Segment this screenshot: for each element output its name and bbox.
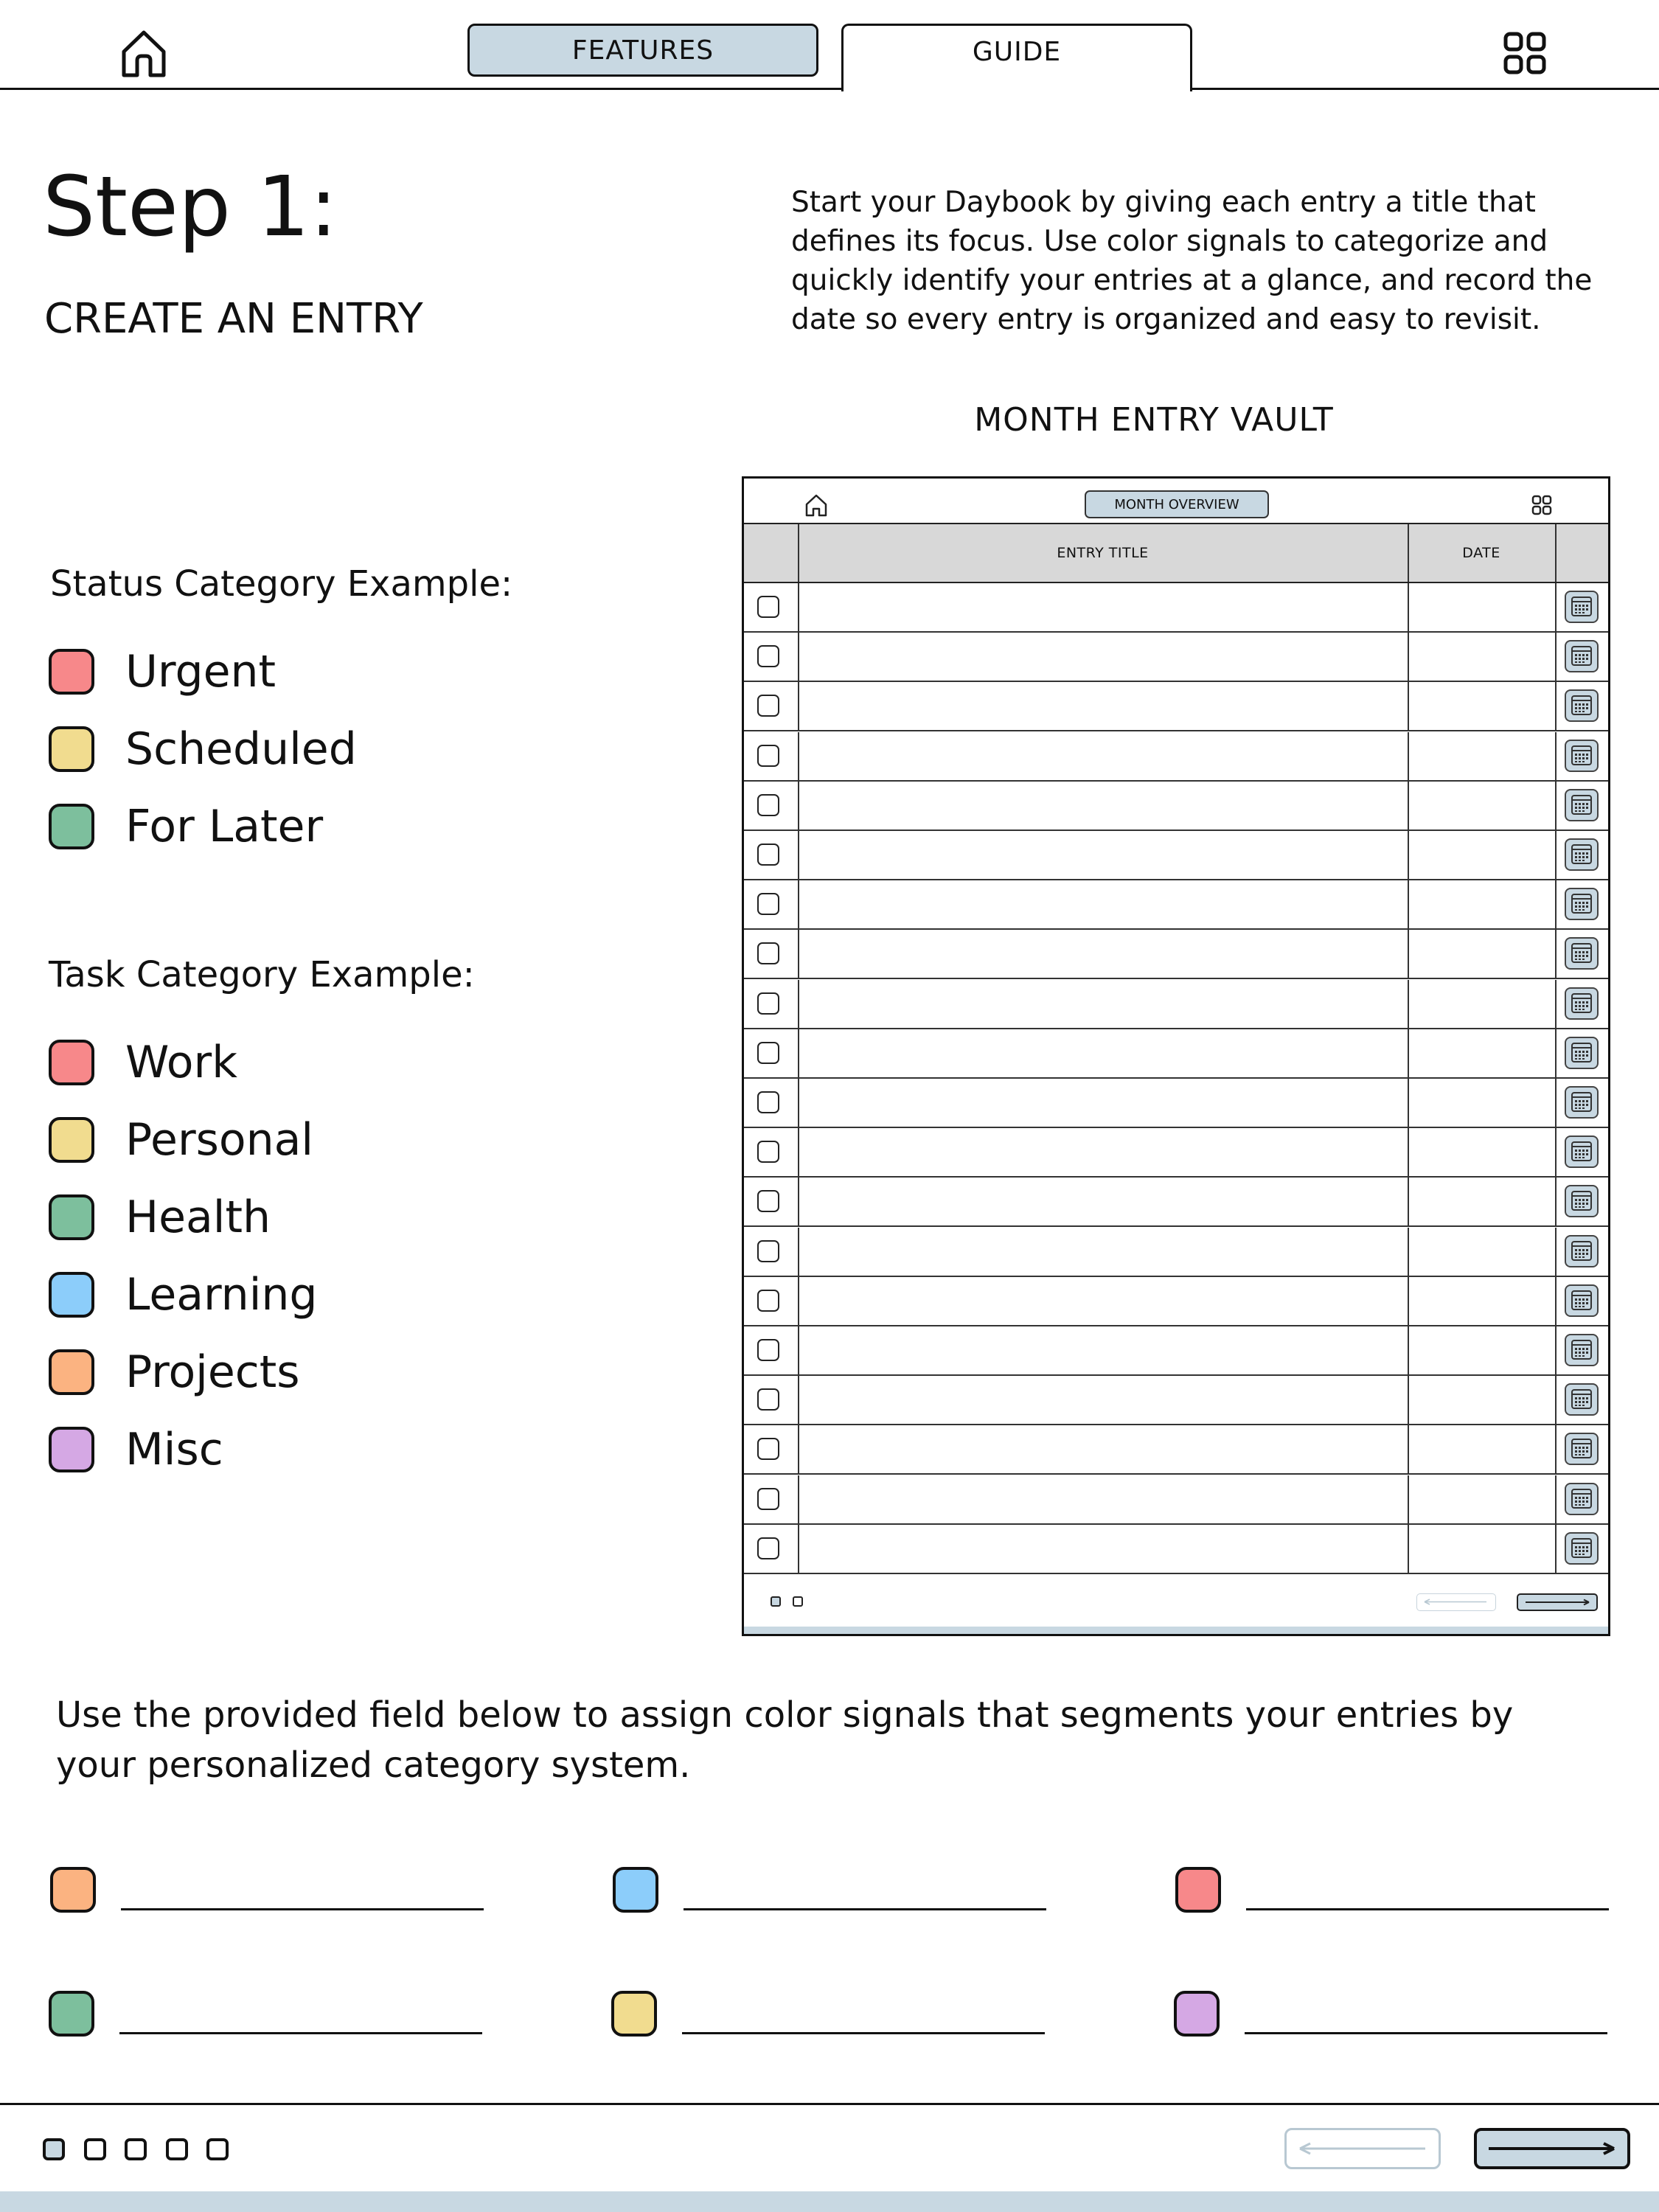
row-checkbox xyxy=(757,1537,779,1559)
column-divider xyxy=(1408,1525,1409,1573)
row-checkbox xyxy=(757,1438,779,1460)
column-divider xyxy=(798,583,799,631)
category-name-line[interactable] xyxy=(119,2032,482,2034)
prev-page-button[interactable] xyxy=(1284,2128,1441,2169)
color-swatch xyxy=(49,649,94,695)
vault-next-button xyxy=(1517,1593,1598,1611)
column-divider xyxy=(798,1475,799,1523)
vault-page-dot xyxy=(771,1596,781,1607)
assign-instructions: Use the provided field below to assign color signals that segments your entries by your personalized category system. xyxy=(56,1694,1514,1786)
column-divider xyxy=(1555,1425,1557,1473)
calendar-icon xyxy=(1565,1433,1599,1465)
calendar-icon xyxy=(1565,740,1599,772)
vault-row xyxy=(744,1525,1608,1574)
vault-row xyxy=(744,1326,1608,1376)
category-name-line[interactable] xyxy=(121,1908,484,1910)
grid-icon xyxy=(1500,28,1550,78)
page-subtitle: CREATE AN ENTRY xyxy=(44,295,423,343)
calendar-icon xyxy=(1565,1185,1599,1217)
column-divider xyxy=(1408,1376,1409,1424)
calendar-icon xyxy=(1565,838,1599,871)
arrow-left-icon xyxy=(1417,1594,1494,1610)
vault-grid-icon xyxy=(1530,493,1554,517)
column-divider xyxy=(1408,1178,1409,1225)
tab-guide[interactable]: GUIDE xyxy=(841,24,1192,91)
column-divider xyxy=(1555,1525,1557,1573)
column-header-date: DATE xyxy=(1462,545,1500,561)
vault-row xyxy=(744,1475,1608,1525)
vault-row xyxy=(744,682,1608,731)
row-checkbox xyxy=(757,1190,779,1212)
column-divider xyxy=(1555,1475,1557,1523)
vault-row xyxy=(744,1376,1608,1425)
column-divider xyxy=(1555,1326,1557,1374)
column-divider xyxy=(1555,1376,1557,1424)
color-swatch xyxy=(49,726,94,772)
column-divider xyxy=(1408,1326,1409,1374)
column-divider xyxy=(798,1029,799,1077)
status-item-urgent: Urgent xyxy=(49,646,276,698)
column-divider xyxy=(1555,782,1557,830)
row-checkbox xyxy=(757,1388,779,1411)
page-dot[interactable] xyxy=(206,2138,229,2160)
column-divider xyxy=(1408,732,1409,780)
bottom-divider xyxy=(0,2103,1659,2105)
column-divider xyxy=(1555,1128,1557,1176)
page-dot[interactable] xyxy=(125,2138,147,2160)
row-checkbox xyxy=(757,942,779,964)
color-swatch xyxy=(49,1117,94,1163)
column-divider xyxy=(1555,524,1557,582)
vault-row xyxy=(744,583,1608,633)
calendar-icon xyxy=(1565,937,1599,970)
column-divider xyxy=(1408,1425,1409,1473)
column-divider xyxy=(798,1277,799,1325)
column-divider xyxy=(1408,1029,1409,1077)
color-swatch xyxy=(49,1991,94,2037)
column-divider xyxy=(798,1525,799,1573)
page-dot[interactable] xyxy=(166,2138,188,2160)
task-item-personal: Personal xyxy=(49,1114,313,1166)
category-name-line[interactable] xyxy=(1245,2032,1607,2034)
column-divider xyxy=(1408,583,1409,631)
column-divider xyxy=(798,930,799,978)
color-swatch xyxy=(49,1194,94,1240)
month-entry-vault-preview xyxy=(742,476,1610,1636)
vault-prev-button xyxy=(1416,1593,1496,1611)
row-checkbox xyxy=(757,844,779,866)
step-description: Start your Daybook by giving each entry a title that defines its focus. Use color signals to categorize and quickly identify your entries at a glance, and record the date so every entry is organized and easy to revisit. xyxy=(791,186,1593,336)
vault-row xyxy=(744,831,1608,880)
vault-bottom-strip xyxy=(744,1627,1608,1634)
column-divider xyxy=(798,1326,799,1374)
bottom-accent-strip xyxy=(0,2191,1659,2212)
vault-row xyxy=(744,880,1608,930)
home-icon xyxy=(116,27,171,81)
vault-row xyxy=(744,980,1608,1029)
arrow-left-icon xyxy=(1287,2130,1439,2167)
color-swatch xyxy=(1174,1991,1220,2037)
column-divider xyxy=(798,633,799,681)
column-divider xyxy=(1555,880,1557,928)
color-swatch xyxy=(49,1272,94,1318)
color-swatch xyxy=(49,1040,94,1085)
column-divider xyxy=(1408,1128,1409,1176)
column-divider xyxy=(798,782,799,830)
calendar-icon xyxy=(1565,591,1599,623)
column-divider xyxy=(1555,583,1557,631)
row-checkbox xyxy=(757,695,779,717)
color-swatch xyxy=(50,1867,96,1913)
vault-row xyxy=(744,732,1608,782)
column-divider xyxy=(1408,930,1409,978)
column-divider xyxy=(1555,1029,1557,1077)
task-category-heading: Task Category Example: xyxy=(49,954,475,995)
tab-features[interactable]: FEATURES xyxy=(467,24,818,77)
column-divider xyxy=(798,682,799,730)
calendar-icon xyxy=(1565,1532,1599,1565)
category-name-line[interactable] xyxy=(1246,1908,1609,1910)
vault-title: MONTH ENTRY VAULT xyxy=(974,401,1334,439)
vault-row xyxy=(744,1029,1608,1079)
color-swatch xyxy=(49,804,94,849)
calendar-icon xyxy=(1565,1483,1599,1515)
column-divider xyxy=(798,980,799,1028)
column-divider xyxy=(1555,1079,1557,1127)
column-divider xyxy=(1408,1277,1409,1325)
row-checkbox xyxy=(757,1042,779,1064)
column-divider xyxy=(1555,831,1557,879)
status-category-heading: Status Category Example: xyxy=(50,563,513,605)
column-divider xyxy=(1555,633,1557,681)
column-divider xyxy=(798,1178,799,1225)
category-name-line[interactable] xyxy=(682,2032,1045,2034)
column-divider xyxy=(1555,930,1557,978)
column-divider xyxy=(1555,980,1557,1028)
column-divider xyxy=(798,1376,799,1424)
row-checkbox xyxy=(757,1240,779,1262)
row-checkbox xyxy=(757,645,779,667)
color-swatch xyxy=(611,1991,657,2037)
column-divider xyxy=(798,1228,799,1276)
row-checkbox xyxy=(757,1488,779,1510)
vault-row xyxy=(744,1228,1608,1277)
calendar-icon xyxy=(1565,987,1599,1020)
home-button[interactable] xyxy=(116,27,171,81)
grid-menu-button[interactable] xyxy=(1500,28,1550,78)
vault-row xyxy=(744,782,1608,831)
color-swatch xyxy=(49,1349,94,1395)
next-page-button[interactable] xyxy=(1474,2128,1630,2169)
column-divider xyxy=(798,732,799,780)
column-divider xyxy=(1408,1475,1409,1523)
vault-page-dot xyxy=(793,1596,803,1607)
row-checkbox xyxy=(757,596,779,618)
column-divider xyxy=(1408,782,1409,830)
color-swatch xyxy=(1175,1867,1221,1913)
category-name-line[interactable] xyxy=(684,1908,1046,1910)
column-divider xyxy=(798,831,799,879)
row-checkbox xyxy=(757,1091,779,1113)
vault-row xyxy=(744,930,1608,979)
month-overview-pill: MONTH OVERVIEW xyxy=(1085,490,1269,518)
task-item-misc: Misc xyxy=(49,1424,223,1475)
row-checkbox xyxy=(757,1141,779,1163)
task-item-learning: Learning xyxy=(49,1269,317,1321)
arrow-right-icon xyxy=(1477,2131,1627,2166)
column-divider xyxy=(1408,633,1409,681)
calendar-icon xyxy=(1565,1037,1599,1069)
vault-row xyxy=(744,633,1608,682)
calendar-icon xyxy=(1565,689,1599,722)
column-divider xyxy=(1555,682,1557,730)
row-checkbox xyxy=(757,794,779,816)
page-dot[interactable] xyxy=(84,2138,106,2160)
vault-row xyxy=(744,1079,1608,1128)
column-divider xyxy=(1408,880,1409,928)
task-item-health: Health xyxy=(49,1192,271,1243)
calendar-icon xyxy=(1565,888,1599,920)
status-item-for-later: For Later xyxy=(49,801,323,852)
status-item-scheduled: Scheduled xyxy=(49,723,357,775)
color-swatch xyxy=(613,1867,658,1913)
column-divider xyxy=(798,1425,799,1473)
row-checkbox xyxy=(757,992,779,1015)
tab-guide-mask xyxy=(844,86,1190,91)
arrow-right-icon xyxy=(1518,1595,1596,1610)
column-divider xyxy=(1408,1228,1409,1276)
page-dot-active[interactable] xyxy=(43,2138,65,2160)
vault-row xyxy=(744,1178,1608,1227)
calendar-icon xyxy=(1565,640,1599,672)
row-checkbox xyxy=(757,1339,779,1361)
task-item-projects: Projects xyxy=(49,1346,300,1398)
column-divider xyxy=(798,880,799,928)
calendar-icon xyxy=(1565,789,1599,821)
column-divider xyxy=(1555,1228,1557,1276)
column-divider xyxy=(798,1079,799,1127)
column-divider xyxy=(1408,831,1409,879)
column-divider xyxy=(1408,1079,1409,1127)
column-divider xyxy=(1555,732,1557,780)
color-swatch xyxy=(49,1427,94,1472)
vault-home-icon xyxy=(803,492,830,518)
calendar-icon xyxy=(1565,1086,1599,1119)
vault-table-header xyxy=(744,523,1608,583)
calendar-icon xyxy=(1565,1235,1599,1267)
calendar-icon xyxy=(1565,1334,1599,1366)
calendar-icon xyxy=(1565,1135,1599,1168)
column-divider xyxy=(1408,682,1409,730)
row-checkbox xyxy=(757,745,779,767)
vault-row xyxy=(744,1277,1608,1326)
topbar-divider xyxy=(0,88,1659,90)
vault-row xyxy=(744,1425,1608,1475)
column-divider xyxy=(798,1128,799,1176)
column-divider xyxy=(1408,980,1409,1028)
row-checkbox xyxy=(757,893,779,915)
task-item-work: Work xyxy=(49,1037,237,1088)
vault-row xyxy=(744,1128,1608,1178)
calendar-icon xyxy=(1565,1383,1599,1416)
calendar-icon xyxy=(1565,1284,1599,1317)
page-title: Step 1: xyxy=(43,159,338,255)
column-divider xyxy=(1555,1277,1557,1325)
column-header-entry-title: ENTRY TITLE xyxy=(1057,545,1149,561)
row-checkbox xyxy=(757,1290,779,1312)
column-divider xyxy=(1555,1178,1557,1225)
